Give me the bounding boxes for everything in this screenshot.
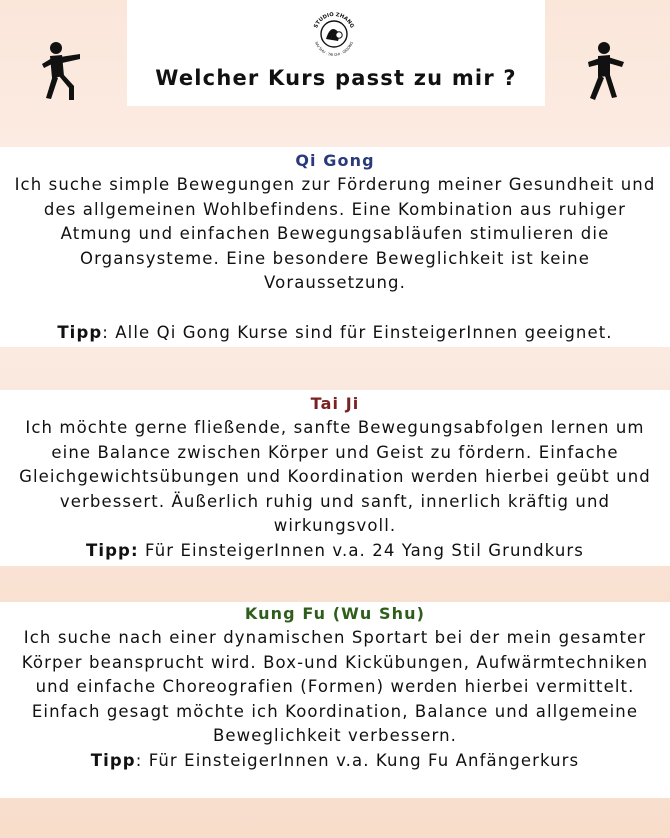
svg-text:WU SHU · TAI CHI · QIGONG <box>314 41 354 57</box>
logo-text-bottom: WU SHU · TAI CHI · QIGONG <box>313 41 354 58</box>
martial-arts-figure-icon <box>36 40 84 102</box>
martial-arts-figure-icon <box>580 40 628 102</box>
section-kung-fu <box>0 602 670 798</box>
tip-line <box>14 321 656 346</box>
section-title: Tai Ji <box>310 394 360 413</box>
tip-text: Für EinsteigerInnen v.a. 24 Yang Stil Grundkurs <box>138 540 584 560</box>
section-title: Kung Fu (Wu Shu) <box>244 604 426 623</box>
tip-label: Tipp <box>90 750 136 770</box>
tip-line <box>14 539 656 564</box>
tip-label: Tipp: <box>86 540 139 560</box>
logo-text-top: STUDIO ZHANG <box>313 11 355 30</box>
tip-text: : Für EinsteigerInnen v.a. Kung Fu Anfängerkurs <box>135 750 580 770</box>
section-qi-gong <box>0 147 670 347</box>
section-body: Ich möchte gerne fließende, sanfte Bewegungsabfolgen lernen um eine Balance zwischen Körper und Geist zu fördern. Einfache Gleichgewichtsübungen und Koordination werden hierbei geübt und verbessert. Äußerlich ruhig und sanft, innerlich kräftig und wirkungsvoll. <box>19 418 651 535</box>
studio-zhang-logo <box>308 8 360 60</box>
tip-label: Tipp <box>57 322 103 342</box>
tip-line <box>14 749 656 774</box>
section-tai-ji <box>0 390 670 566</box>
page-title: Welcher Kurs passt zu mir ? <box>155 66 517 90</box>
section-title: Qi Gong <box>295 151 375 170</box>
section-body: Ich suche simple Bewegungen zur Förderung meiner Gesundheit und des allgemeinen Wohlbefindens. Eine Kombination aus ruhiger Atmung und einfachen Bewegungsabläufen stimulieren die Organsysteme. Eine besondere Beweglichkeit ist keine Voraussetzung. <box>14 175 656 292</box>
tip-text: : Alle Qi Gong Kurse sind für EinsteigerInnen geeignet. <box>102 322 613 342</box>
section-body: Ich suche nach einer dynamischen Sportart bei der mein gesamter Körper beansprucht wird. Box-und Kickübungen, Aufwärmtechniken und einfache Choreografien (Formen) werden hierbei vermittelt. Einfach gesagt möchte ich Koordination, Balance und allgemeine Beweglichkeit verbessern. <box>21 628 649 745</box>
